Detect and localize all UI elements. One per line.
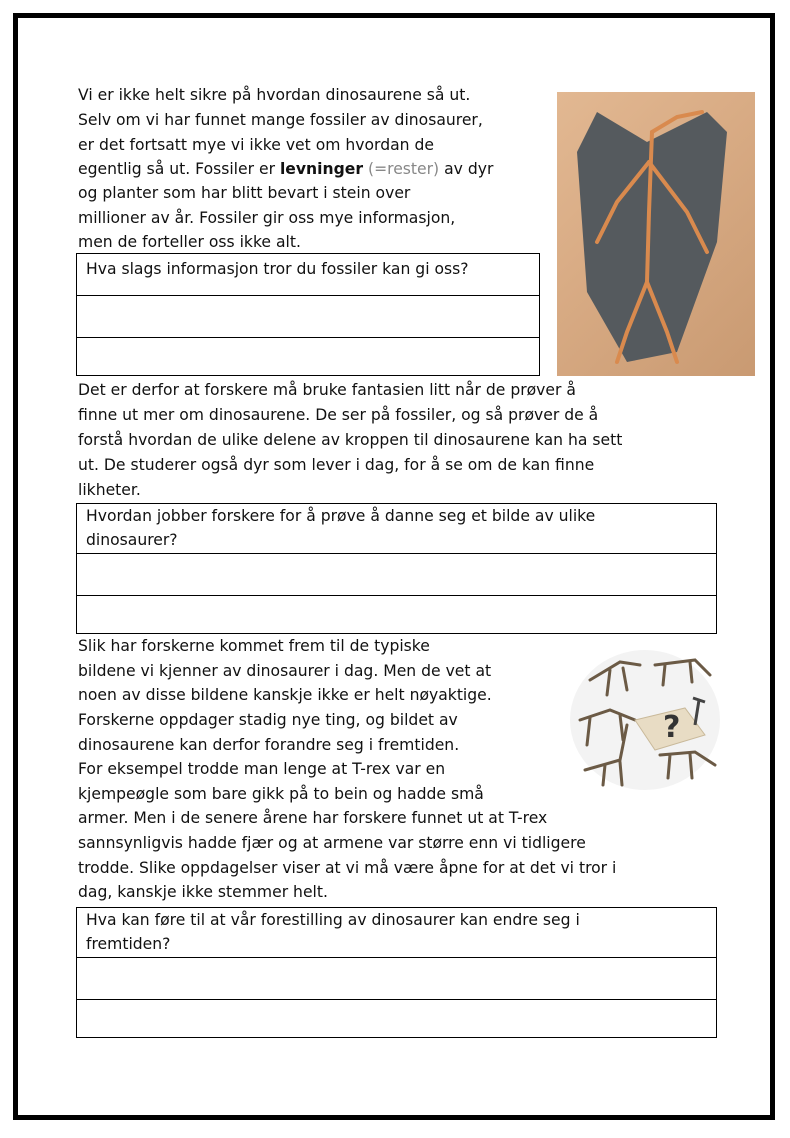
text-segment: av dyr [439,160,494,178]
dinosaur-skeletons-illustration [565,640,723,795]
text-line: likheter. [78,481,141,499]
text-line: er det fortsatt mye vi ikke vet om hvordan de [78,136,434,154]
question-3-line: fremtiden? [86,935,171,953]
text-line: bildene vi kjenner av dinosaurer i dag. Men de vet at [78,662,492,680]
text-line: dinosaurene kan derfor forandre seg i fremtiden. [78,736,460,754]
answer-line-1[interactable] [77,295,539,337]
text-line: Det er derfor at forskere må bruke fantasien litt når de prøver å [78,381,576,399]
text-line: forstå hvordan de ulike delene av kroppen til dinosaurene kan ha sett [78,431,623,449]
answer-line-2[interactable] [77,337,539,376]
key-term: levninger [279,160,364,178]
question-2-line: Hvordan jobber forskere for å prøve å danne seg et bilde av ulike [86,507,596,525]
answer-line-2[interactable] [77,999,716,1038]
answer-box-3 [76,907,717,1038]
text-line: Selv om vi har funnet mange fossiler av dinosaurer, [78,111,483,129]
answer-line-2[interactable] [77,595,716,634]
text-line: noen av disse bildene kanskje ikke er helt nøyaktige. [78,686,492,704]
text-line: millioner av år. Fossiler gir oss mye informasjon, [78,209,456,227]
text-line: For eksempel trodde man lenge at T-rex var en [78,760,446,778]
text-line: ut. De studerer også dyr som lever i dag, for å se om de kan finne [78,456,595,474]
text-line: Slik har forskerne kommet frem til de typiske [78,637,430,655]
answer-line-1[interactable] [77,553,716,596]
answer-line-1[interactable] [77,957,716,1000]
text-line: dag, kanskje ikke stemmer helt. [78,883,328,901]
question-3-line: Hva kan føre til at vår forestilling av dinosaurer kan endre seg i [86,911,580,929]
svg-text:?: ? [663,710,681,745]
text-line: og planter som har blitt bevart i stein over [78,184,411,202]
question-2-line: dinosaurer? [86,531,178,549]
fossil-photo [557,92,755,376]
text-line [78,159,493,179]
text-line: armer. Men i de senere årene har forskere funnet ut at T-rex [78,809,548,827]
gloss: (=rester) [368,160,440,178]
text-line: men de forteller oss ikke alt. [78,233,301,251]
text-line: Vi er ikke helt sikre på hvordan dinosaurene så ut. [78,86,471,104]
answer-box-1 [76,253,540,376]
text-line: finne ut mer om dinosaurene. De ser på fossiler, og så prøver de å [78,406,599,424]
question-1: Hva slags informasjon tror du fossiler kan gi oss? [86,260,469,278]
text-segment: egentlig så ut. Fossiler er [78,160,280,178]
text-line: sannsynligvis hadde fjær og at armene var større enn vi tidligere [78,834,586,852]
answer-box-2 [76,503,717,634]
text-line: kjempeøgle som bare gikk på to bein og hadde små [78,785,484,803]
text-line: Forskerne oppdager stadig nye ting, og bildet av [78,711,458,729]
text-line: trodde. Slike oppdagelser viser at vi må være åpne for at det vi tror i [78,859,617,877]
